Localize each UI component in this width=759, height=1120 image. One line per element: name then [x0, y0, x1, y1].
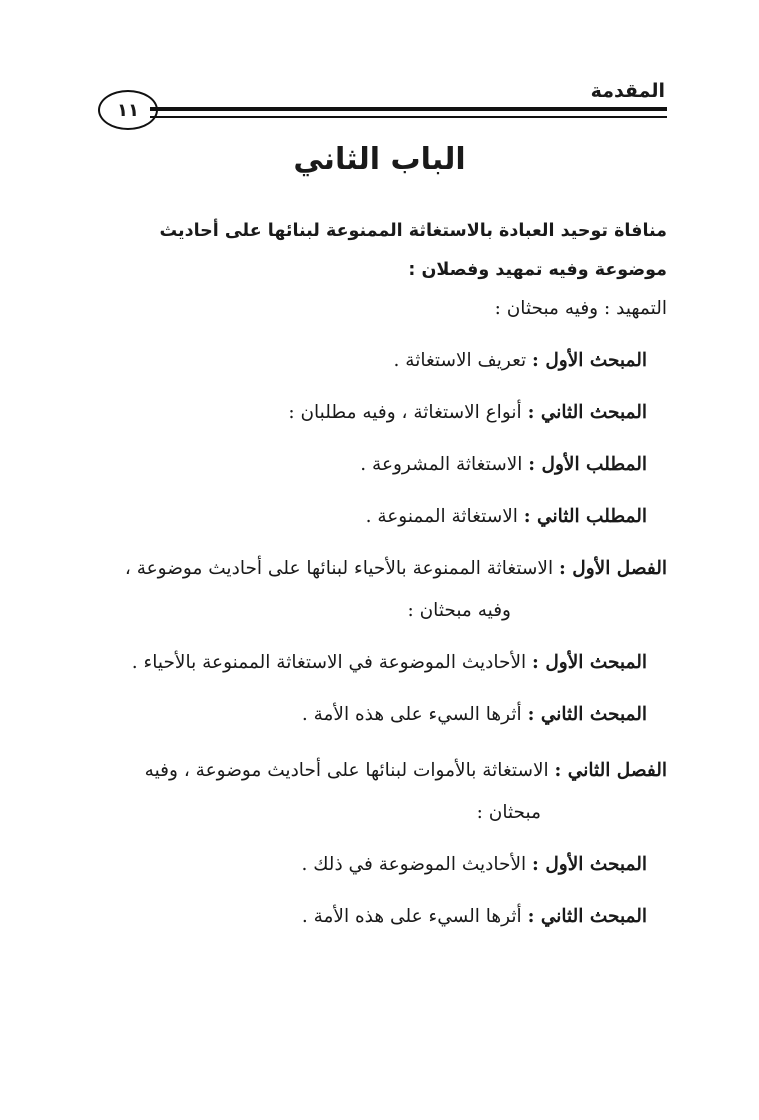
header-rule-thin	[150, 116, 667, 118]
line-text: مبحثان :	[476, 802, 541, 823]
toc-line-continuation	[407, 600, 511, 621]
line-text: الاستغاثة الممنوعة بالأحياء لبنائها على أحاديث موضوعة ،	[124, 558, 554, 579]
line-text: وفيه مبحثان :	[407, 600, 511, 621]
toc-line	[132, 652, 647, 673]
toc-line	[302, 704, 647, 725]
line-text: الأحاديث الموضوعة في ذلك .	[301, 854, 527, 875]
line-text: أنواع الاستغاثة ، وفيه مطلبان :	[288, 402, 522, 423]
toc-line	[394, 350, 647, 371]
toc-line	[302, 906, 647, 927]
line-label: المطلب الأول :	[528, 454, 647, 475]
line-label: الفصل الأول :	[559, 558, 667, 579]
line-label: المبحث الثاني :	[527, 402, 647, 423]
intro-line	[495, 298, 667, 319]
line-text: الاستغاثة بالأموات لبنائها على أحاديث موضوعة ، وفيه	[144, 760, 549, 781]
toc-line	[366, 506, 647, 527]
header-rule-thick	[150, 107, 667, 111]
line-label: المبحث الأول :	[532, 350, 647, 371]
chapter-subject: منافاة توحيد العبادة بالاستغاثة الممنوعة لبنائها على أحاديث موضوعة وفيه تمهيد وفصلان :	[159, 221, 667, 280]
toc-line	[145, 760, 667, 781]
line-text: أثرها السيء على هذه الأمة .	[301, 704, 522, 725]
toc-line	[360, 454, 647, 475]
line-text: الأحاديث الموضوعة في الاستغاثة الممنوعة بالأحياء .	[131, 652, 527, 673]
page-number-badge	[98, 90, 158, 130]
line-text: الاستغاثة الممنوعة .	[365, 506, 518, 527]
line-label: الفصل الثاني :	[554, 760, 667, 781]
page-number: ١١	[117, 99, 139, 121]
line-text: تعريف الاستغاثة .	[393, 350, 527, 371]
running-head-title: المقدمة	[590, 80, 665, 102]
line-label: المطلب الثاني :	[523, 506, 647, 527]
toc-line	[125, 558, 667, 579]
toc-line	[288, 402, 647, 423]
chapter-title: الباب الثاني	[293, 142, 466, 177]
line-label: المبحث الثاني :	[527, 906, 647, 927]
line-label: المبحث الثاني :	[527, 704, 647, 725]
line-label: المبحث الأول :	[532, 854, 647, 875]
line-text: الاستغاثة المشروعة .	[360, 454, 523, 475]
line-text: التمهيد : وفيه مبحثان :	[494, 298, 667, 319]
line-text: أثرها السيء على هذه الأمة .	[301, 906, 522, 927]
line-label: المبحث الأول :	[532, 652, 647, 673]
toc-line	[301, 854, 647, 875]
toc-line-continuation	[477, 802, 541, 823]
